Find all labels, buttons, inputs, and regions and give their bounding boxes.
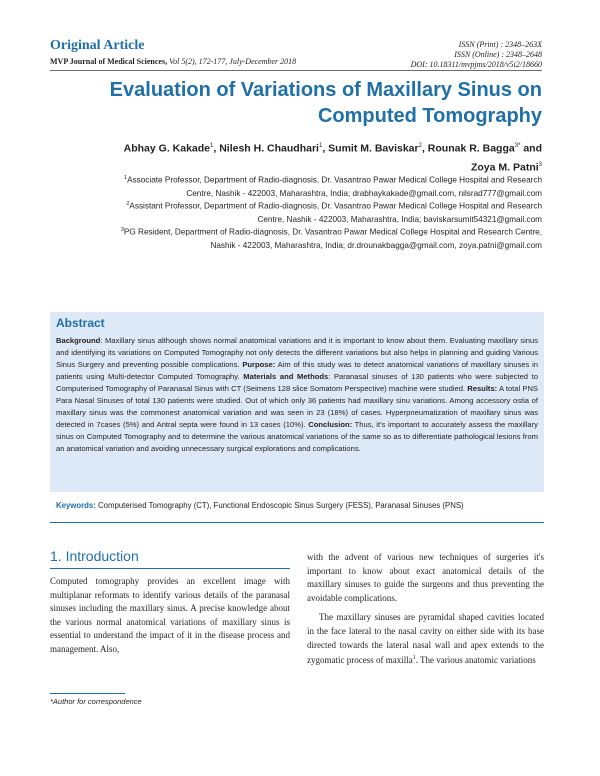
title-line-1: Evaluation of Variations of Maxillary Sinus on — [109, 79, 542, 101]
abstract-body — [56, 335, 538, 455]
affiliation-line: Centre, Nashik - 422003, Maharashtra, India; drabhaykakade@gmail.com, nilsrad777@gmail.com — [186, 188, 542, 198]
keywords-text: Computerised Tomography (CT), Functional Endoscopic Sinus Surgery (FESS), Paranasal Sinuses (PNS) — [95, 501, 464, 510]
correspondence-footnote: *Author for correspondence — [50, 697, 142, 706]
abstract-text-background: : Maxillary sinus although shows normal anatomical variations and it is important to know about them. Evaluating maxillary sinus and identifying its variations on Computed Tomography not only detects the different variations but also helps in planning and guiding Various Sinus Surgery and preventing possible complications. — [56, 336, 538, 369]
affiliation-line: Associate Professor, Department of Radio-diagnosis, Dr. Vasantrao Pawar Medical College Hospital and Research — [127, 175, 542, 185]
author-name: Abhay G. Kakade — [123, 142, 211, 155]
author-name: Nilesh H. Chaudhari — [219, 142, 319, 155]
affiliation-1 — [42, 172, 542, 200]
author-name: Rounak R. Bagga — [427, 142, 515, 155]
affiliation-2 — [42, 198, 542, 226]
author-affil-sup: 1 — [318, 143, 323, 149]
article-type-label: Original Article — [50, 38, 145, 53]
author-conjunction: and — [523, 142, 542, 155]
author-separator: , — [322, 142, 326, 155]
section-heading-introduction: 1. Introduction — [50, 548, 139, 564]
journal-issue: Vol 5(2), 172-177, July-December 2018 — [169, 57, 297, 66]
issn-print: ISSN (Print) : 2348–263X — [458, 40, 542, 49]
abstract-text-methods: : Paranasal sinuses of 130 patients who were subjected to Computerised Tomography of Paranasal Sinus with CT (Seimens 128 slice Somatom Perspective) machine were studied. — [56, 372, 539, 393]
keywords-divider — [50, 522, 544, 523]
affiliation-3 — [42, 224, 542, 252]
affiliation-sup: 3 — [120, 227, 124, 233]
abstract-text-results: A total PNS Para Nasal Sinuses of total 130 patients were studied. Out of which only 36 patients had maxillary sinu variations. Among accessory ostia of maxillary sinus was the commonest anatomical variation and was seen in 23 (18%) of cases. Hyperpneumatization of maxillary sinus was detected in 7cases (5%) and Antral septa were found in 13 cases (10%). — [56, 384, 538, 429]
title-line-2: Computed Tomography — [317, 105, 542, 127]
abstract-label-purpose: Purpose: — [242, 360, 276, 369]
affiliation-line: Nashik - 422003, Maharashtra, India; dr.drounakbagga@gmail.com, zoya.patni@gmail.com — [210, 240, 542, 250]
issn-online: ISSN (Online) : 2348–2648 — [454, 50, 542, 59]
footnote-divider — [50, 693, 125, 694]
body-column-left — [50, 575, 290, 657]
affiliation-line: Centre, Nashik - 422003, Maharashtra, India; baviskarsumit54321@gmail.com — [257, 214, 542, 224]
paragraph: with the advent of various new techniques of surgeries it's important to know about exact anatomical details of the maxillary sinuses to guide the surgeons and thus preventing the avoidable complications. — [307, 552, 544, 603]
author-separator: , — [213, 142, 217, 155]
author-affil-sup: 1 — [210, 143, 214, 149]
abstract-label-results: Results: — [467, 384, 498, 393]
abstract-label-methods: Materials and Methods — [243, 372, 329, 381]
journal-name: MVP Journal of Medical Sciences, — [50, 57, 168, 66]
doi: DOI: 10.18311/mvpjms/2018/v5i2/18660 — [410, 60, 542, 69]
paragraph — [307, 611, 544, 667]
author-name: Zoya M. Patni — [470, 161, 539, 173]
citation-ref: 1 — [412, 655, 416, 662]
header-divider — [50, 70, 542, 71]
author-affil-sup: 3* — [514, 143, 521, 149]
affiliation-sup: 1 — [124, 175, 128, 181]
journal-citation — [50, 57, 296, 66]
affiliation-sup: 2 — [126, 201, 130, 207]
author-affil-sup: 2 — [418, 143, 422, 149]
paragraph-text: . The various anatomic variations — [415, 655, 536, 666]
paragraph-text: The maxillary sinuses are pyramidal shaped cavities located in the face lateral to the nasal cavity on either side with its base directed towards the lateral nasal wall and apex extends to the zygomatic process of maxilla — [307, 612, 544, 666]
author-name: Sumit M. Baviskar — [328, 142, 419, 155]
affiliation-line: Assistant Professor, Department of Radio-diagnosis, Dr. Vasantrao Pawar Medical College Hospital and Research — [129, 201, 542, 211]
abstract-label-conclusion: Conclusion: — [308, 420, 353, 429]
abstract-text-conclusion: Thus, it's important to accurately assess the maxillary sinus on Computed Tomography and to determine the various anatomical variations of the same so as to differentiate pathological lesions from an anatomical variation and avoiding unnecessary surgical explorations and complications. — [56, 420, 538, 453]
affiliation-line: PG Resident, Department of Radio-diagnosis, Dr. Vasantrao Pawar Medical College Hospital and Research Centre, — [123, 227, 542, 237]
article-title — [50, 77, 542, 129]
keywords — [56, 500, 540, 511]
author-list — [72, 138, 542, 175]
abstract-label-background: Background — [56, 336, 101, 345]
abstract-heading: Abstract — [56, 316, 105, 330]
keywords-label: Keywords: — [56, 501, 96, 510]
issn-block — [411, 40, 542, 70]
section-heading-underline — [50, 568, 290, 569]
author-separator: , — [421, 142, 425, 155]
paragraph: Computed tomography provides an excellent image with multiplanar reformats to identify various details of the paranasal sinuses including the maxillary sinus. A precise knowledge about the various normal anatomical variations of maxillary sinus is essential to understand the impact of it in the disease process and management. Also, — [50, 576, 290, 654]
author-affil-sup: 3 — [538, 161, 542, 168]
body-column-right — [307, 551, 544, 668]
abstract-text-purpose: Aim of this study was to detect anatomical variations of maxillary sinuses in patients using Multi-detector Computed Tomography. — [56, 360, 538, 381]
